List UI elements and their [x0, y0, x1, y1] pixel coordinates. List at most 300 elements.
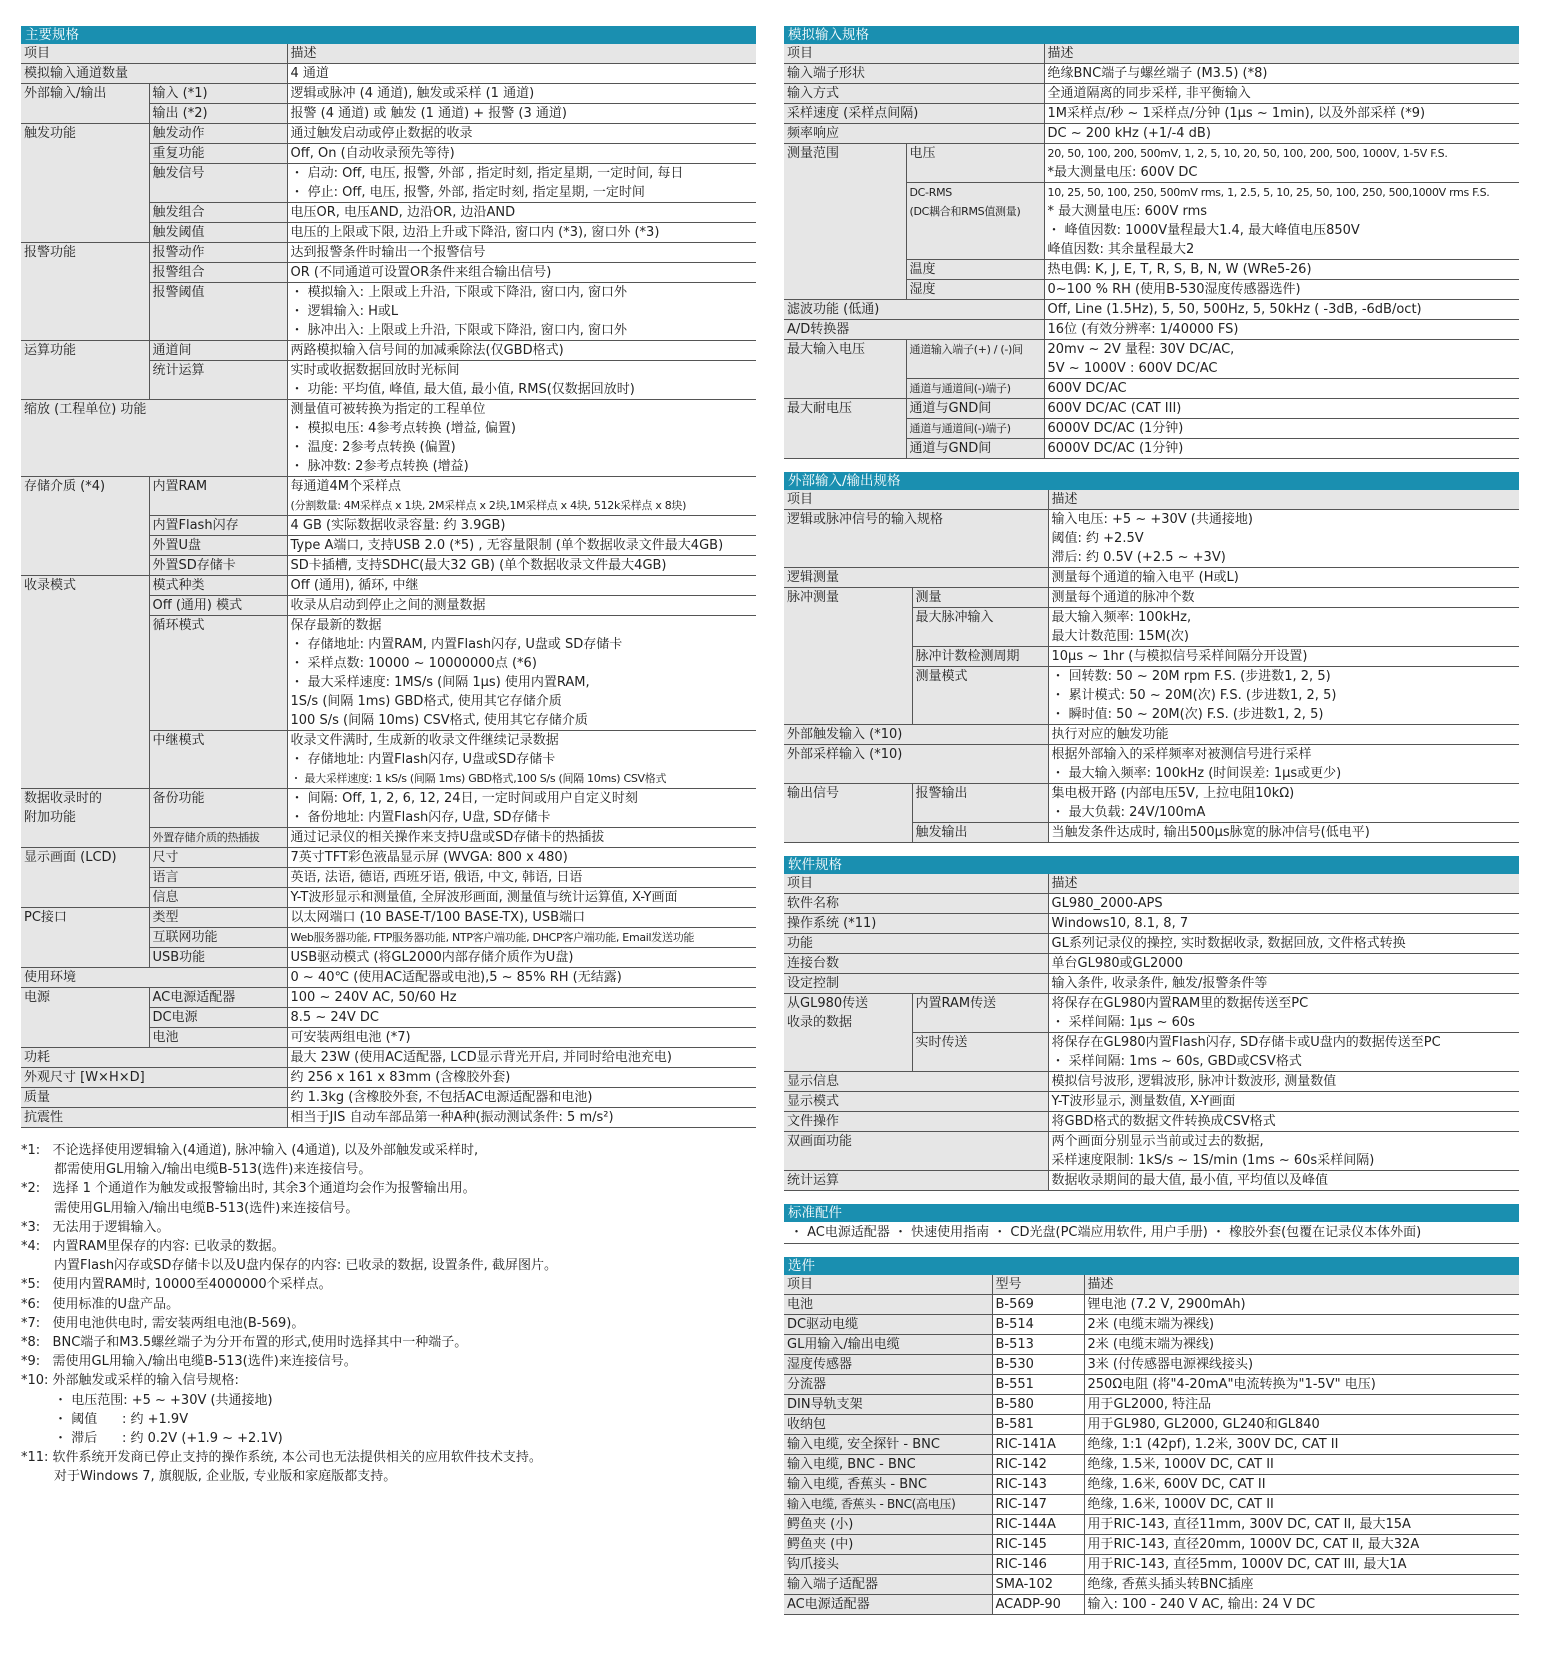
subitem-cell — [149, 789, 287, 828]
spec-row — [784, 419, 1519, 439]
desc-line: 收录文件满时, 生成新的收录文件继续记录数据 — [290, 733, 559, 748]
spec-row — [784, 379, 1519, 399]
text-line: 外观尺寸 [W×H×D] — [24, 1070, 145, 1085]
item-cell — [21, 516, 149, 536]
text-line: 触发信号 — [152, 166, 205, 181]
item-cell — [784, 1171, 1048, 1191]
option-row — [784, 1415, 1519, 1435]
item-cell — [784, 894, 1048, 914]
desc-cell — [1044, 64, 1519, 84]
spec-row — [21, 164, 756, 203]
text-line: 从GL980传送 — [787, 996, 869, 1011]
spec-row — [784, 934, 1519, 954]
spec-row — [784, 320, 1519, 340]
subitem-cell — [149, 223, 287, 243]
spec-row — [21, 888, 756, 908]
desc-line: 全通道隔离的同步采样, 非平衡输入 — [1047, 86, 1251, 101]
spec-row — [21, 223, 756, 243]
spec-row — [21, 104, 756, 124]
desc-cell — [287, 868, 756, 888]
option-desc: 用于RIC-143, 直径11mm, 300V DC, CAT II, 最大15A — [1084, 1515, 1519, 1535]
desc-line: ・ 采样间隔: 1μs ~ 60s — [1051, 1015, 1195, 1030]
option-name: DIN导轨支架 — [784, 1395, 992, 1415]
text-line: 触发动作 — [152, 126, 205, 141]
item-cell — [784, 934, 1048, 954]
item-cell — [21, 400, 287, 477]
option-row — [784, 1355, 1519, 1375]
subitem-cell — [912, 994, 1048, 1033]
option-row — [784, 1395, 1519, 1415]
option-name: 钩爪接头 — [784, 1555, 992, 1575]
desc-line: ・ 最大输入频率: 100kHz (时间误差: 1μs或更少) — [1051, 766, 1342, 781]
section-title: 外部输入/输出规格 — [784, 472, 1519, 490]
spec-row — [21, 263, 756, 283]
subitem-cell — [149, 1008, 287, 1028]
subitem-cell — [149, 576, 287, 596]
option-name: 湿度传感器 — [784, 1355, 992, 1375]
desc-line: (分割数量: 4M采样点 x 1块, 2M采样点 x 2块,1M采样点 x 4块, 512k采样点 x 8块) — [290, 499, 687, 512]
desc-line: 0~100 % RH (使用B-530湿度传感器选件) — [1047, 282, 1301, 297]
text-line: 电源 — [24, 990, 51, 1005]
desc-line: OR (不同通道可设置OR条件来组合输出信号) — [290, 265, 552, 280]
subitem-cell — [906, 144, 1044, 183]
header-cell: 描述 — [1084, 1275, 1519, 1295]
subitem-cell — [149, 1028, 287, 1048]
option-desc: 用于GL980, GL2000, GL240和GL840 — [1084, 1415, 1519, 1435]
text-line: 外置U盘 — [152, 538, 202, 553]
spec-row — [21, 477, 756, 516]
option-row — [784, 1315, 1519, 1335]
text-line: 最大耐电压 — [787, 401, 853, 416]
spec-row — [784, 1132, 1519, 1171]
desc-cell — [287, 283, 756, 341]
item-cell — [21, 596, 149, 616]
desc-cell — [1048, 974, 1519, 994]
text-line: 信息 — [152, 890, 179, 905]
desc-line: 以太网端口 (10 BASE-T/100 BASE-TX), USB端口 — [290, 910, 586, 925]
desc-cell — [1048, 1092, 1519, 1112]
option-model: B-580 — [992, 1395, 1084, 1415]
spec-row — [784, 399, 1519, 419]
desc-line: 6000V DC/AC (1分钟) — [1047, 421, 1184, 436]
spec-row — [21, 908, 756, 928]
desc-cell — [1048, 608, 1519, 647]
header-desc: 描述 — [1048, 490, 1519, 510]
spec-row — [21, 596, 756, 616]
spec-row — [784, 954, 1519, 974]
desc-line: 4 GB (实际数据收录容量: 约 3.9GB) — [290, 518, 506, 533]
item-cell — [21, 988, 149, 1008]
desc-line: Web服务器功能, FTP服务器功能, NTP客户端功能, DHCP客户端功能, Email发送功能 — [290, 931, 695, 944]
desc-line: 测量每个通道的脉冲个数 — [1051, 590, 1195, 605]
spec-row — [21, 124, 756, 144]
text-line: 触发输出 — [915, 825, 968, 840]
text-line: 通道与通道间(-)端子) — [909, 422, 1011, 435]
desc-line: 滞后: 约 0.5V (+2.5 ~ +3V) — [1051, 550, 1226, 565]
desc-cell — [1044, 124, 1519, 144]
item-cell — [784, 588, 912, 608]
main-spec-table — [21, 44, 756, 1128]
item-cell — [21, 477, 149, 516]
spec-row — [784, 280, 1519, 300]
desc-cell — [287, 828, 756, 848]
desc-line: 输入条件, 收录条件, 触发/报警条件等 — [1051, 976, 1268, 991]
text-line: 重复功能 — [152, 146, 205, 161]
desc-cell — [287, 144, 756, 164]
option-model: RIC-141A — [992, 1435, 1084, 1455]
item-cell — [21, 616, 149, 731]
desc-line: ・ 模拟电压: 4参考点转换 (增益, 偏置) — [290, 421, 516, 436]
text-line: 最大脉冲输入 — [915, 610, 994, 625]
item-cell — [784, 510, 1048, 568]
spec-row — [784, 974, 1519, 994]
text-line: 中继模式 — [152, 733, 205, 748]
text-line: 收录的数据 — [787, 1015, 853, 1030]
desc-line: ・ 停止: Off, 电压, 报警, 外部, 指定时刻, 指定星期, 一定时间 — [290, 185, 645, 200]
option-name: 鳄鱼夹 (中) — [784, 1535, 992, 1555]
header-row — [784, 1275, 1519, 1295]
item-cell — [21, 928, 149, 948]
item-cell — [21, 64, 287, 84]
subitem-cell — [906, 439, 1044, 459]
desc-cell — [287, 124, 756, 144]
text-line: 外置存储介质的热插拔 — [152, 831, 260, 844]
text-line: 输出 (*2) — [152, 106, 208, 121]
desc-cell — [287, 616, 756, 731]
text-line: 附加功能 — [24, 810, 77, 825]
text-line: Off (通用) 模式 — [152, 598, 243, 613]
text-line: PC接口 — [24, 910, 67, 925]
text-line: 内置Flash闪存 — [152, 518, 239, 533]
option-model: RIC-144A — [992, 1515, 1084, 1535]
item-cell — [784, 667, 912, 725]
desc-cell — [287, 361, 756, 400]
desc-line: 16位 (有效分辨率: 1/40000 FS) — [1047, 322, 1239, 337]
subitem-cell — [906, 379, 1044, 399]
desc-line: ・ 存储地址: 内置Flash闪存, U盘或SD存储卡 — [290, 752, 556, 767]
desc-cell — [1044, 300, 1519, 320]
text-line: 类型 — [152, 910, 179, 925]
subitem-cell — [912, 823, 1048, 843]
item-cell — [21, 828, 149, 848]
text-line: 双画面功能 — [787, 1134, 853, 1149]
option-model: RIC-142 — [992, 1455, 1084, 1475]
item-cell — [784, 725, 1048, 745]
subitem-cell — [912, 667, 1048, 725]
text-line: 模式种类 — [152, 578, 205, 593]
desc-cell — [1044, 144, 1519, 183]
text-line: 报警输出 — [915, 786, 968, 801]
option-model: SMA-102 — [992, 1575, 1084, 1595]
spec-row — [21, 556, 756, 576]
desc-line: ・ 回转数: 50 ~ 20M rpm F.S. (步进数1, 2, 5) — [1051, 669, 1331, 684]
text-line: 实时传送 — [915, 1035, 968, 1050]
text-line: 模拟输入通道数量 — [24, 66, 129, 81]
spec-row — [21, 848, 756, 868]
text-line: 通道间 — [152, 343, 192, 358]
option-desc: 绝缘, 1.5米, 1000V DC, CAT II — [1084, 1455, 1519, 1475]
item-cell — [21, 968, 287, 988]
desc-line: USB驱动模式 (将GL2000内部存储介质作为U盘) — [290, 950, 574, 965]
option-name: 输入电缆, 香蕉头 - BNC(高电压) — [784, 1495, 992, 1515]
text-line: 报警动作 — [152, 245, 205, 260]
desc-cell — [1044, 399, 1519, 419]
footnote-line: ・ 滞后 : 约 0.2V (+1.9 ~ +2.1V) — [21, 1431, 283, 1447]
text-line: 操作系统 (*11) — [787, 916, 877, 931]
desc-cell — [1048, 647, 1519, 667]
desc-line: 测量值可被转换为指定的工程单位 — [290, 402, 486, 417]
desc-cell — [287, 888, 756, 908]
footnotes — [21, 1141, 756, 1487]
text-line: 使用环境 — [24, 970, 77, 985]
desc-line: Windows10, 8.1, 8, 7 — [1051, 916, 1189, 931]
subitem-cell — [149, 948, 287, 968]
footnote-line: 内置Flash闪存或SD存储卡以及U盘内保存的内容: 已收录的数据, 设置条件, 截屏图片。 — [21, 1258, 557, 1274]
option-name: 分流器 — [784, 1375, 992, 1395]
subitem-cell — [906, 260, 1044, 280]
item-cell — [21, 789, 149, 828]
option-model: B-551 — [992, 1375, 1084, 1395]
text-line: 抗震性 — [24, 1110, 64, 1125]
option-name: 收纳包 — [784, 1415, 992, 1435]
item-cell — [784, 914, 1048, 934]
text-line: DC电源 — [152, 1010, 198, 1025]
option-model: B-513 — [992, 1335, 1084, 1355]
item-cell — [21, 243, 149, 263]
desc-line: *最大测量电压: 600V DC — [1047, 165, 1198, 180]
desc-line: 通过记录仪的相关操作来支持U盘或SD存储卡的热插拔 — [290, 830, 605, 845]
desc-line: ・ 最大采样速度: 1 kS/s (间隔 1ms) GBD格式,100 S/s (间隔 10ms) CSV格式 — [290, 772, 667, 785]
text-line: 触发阈值 — [152, 225, 205, 240]
text-line: 触发组合 — [152, 205, 205, 220]
desc-cell — [287, 1068, 756, 1088]
desc-line: 电压的上限或下限, 边沿上升或下降沿, 窗口内 (*3), 窗口外 (*3) — [290, 225, 660, 240]
desc-cell — [1048, 1171, 1519, 1191]
desc-line: 执行对应的触发功能 — [1051, 727, 1169, 742]
footnote-line: *7: 使用电池供电时, 需安装两组电池(B-569)。 — [21, 1315, 305, 1331]
desc-cell — [1044, 439, 1519, 459]
item-cell — [21, 948, 149, 968]
spec-row — [784, 588, 1519, 608]
desc-cell — [287, 64, 756, 84]
section-title: 软件规格 — [784, 856, 1519, 874]
item-cell — [784, 144, 906, 183]
option-model: B-581 — [992, 1415, 1084, 1435]
option-model: RIC-147 — [992, 1495, 1084, 1515]
desc-cell — [287, 1088, 756, 1108]
item-cell — [21, 888, 149, 908]
desc-line: 绝缘BNC端子与螺丝端子 (M3.5) (*8) — [1047, 66, 1268, 81]
desc-line: ・ 模拟输入: 上限或上升沿, 下限或下降沿, 窗口内, 窗口外 — [290, 285, 627, 300]
desc-cell — [287, 1048, 756, 1068]
text-line: 脉冲计数检测周期 — [915, 649, 1020, 664]
spec-row — [784, 124, 1519, 144]
desc-line: 将GBD格式的数据文件转换成CSV格式 — [1051, 1114, 1276, 1129]
footnote-line: ・ 阈值 : 约 +1.9V — [21, 1411, 189, 1427]
desc-line: ・ 瞬时值: 50 ~ 20M(次) F.S. (步进数1, 2, 5) — [1051, 707, 1324, 722]
item-cell — [21, 283, 149, 341]
desc-line: 当触发条件达成时, 输出500μs脉宽的脉冲信号(低电平) — [1051, 825, 1370, 840]
text-line: 输入方式 — [787, 86, 840, 101]
text-line: 通道输入端子(+) / (-)间 — [909, 343, 1023, 356]
desc-line: Y-T波形显示和测量值, 全屏波形画面, 测量值与统计运算值, X-Y画面 — [290, 890, 678, 905]
spec-row — [21, 144, 756, 164]
spec-row — [21, 789, 756, 828]
desc-cell — [287, 731, 756, 789]
subitem-cell — [912, 588, 1048, 608]
text-line: 备份功能 — [152, 791, 205, 806]
subitem-cell — [149, 263, 287, 283]
desc-cell — [287, 948, 756, 968]
desc-cell — [287, 988, 756, 1008]
desc-cell — [287, 243, 756, 263]
desc-cell — [287, 596, 756, 616]
desc-line: 600V DC/AC (CAT III) — [1047, 401, 1182, 416]
option-desc: 绝缘, 1.6米, 1000V DC, CAT II — [1084, 1495, 1519, 1515]
item-cell — [21, 223, 149, 243]
desc-cell — [1044, 419, 1519, 439]
subitem-cell — [149, 124, 287, 144]
option-model: B-569 — [992, 1295, 1084, 1315]
spec-row — [21, 616, 756, 731]
option-name: 输入电缆, BNC - BNC — [784, 1455, 992, 1475]
desc-line: 英语, 法语, 德语, 西班牙语, 俄语, 中文, 韩语, 日语 — [290, 870, 583, 885]
text-line: 功耗 — [24, 1050, 51, 1065]
footnote-line: *4: 内置RAM里保存的内容: 已收录的数据。 — [21, 1239, 285, 1255]
spec-row — [21, 243, 756, 263]
header-cell: 型号 — [992, 1275, 1084, 1295]
header-item: 项目 — [784, 490, 1048, 510]
desc-line: ・ 采样点数: 10000 ~ 10000000点 (*6) — [290, 656, 537, 671]
option-desc: 绝缘, 1:1 (42pf), 1.2米, 300V DC, CAT II — [1084, 1435, 1519, 1455]
text-line: 显示画面 (LCD) — [24, 850, 117, 865]
desc-line: SD卡插槽, 支持SDHC(最大32 GB) (单个数据收录文件最大4GB) — [290, 558, 667, 573]
desc-line: 约 1.3kg (含橡胶外套, 不包括AC电源适配器和电池) — [290, 1090, 593, 1105]
desc-line: 模拟信号波形, 逻辑波形, 脉冲计数波形, 测量数值 — [1051, 1074, 1337, 1089]
desc-cell — [287, 263, 756, 283]
subitem-cell — [906, 399, 1044, 419]
desc-line: Off, Line (1.5Hz), 5, 50, 500Hz, 5, 50kHz ( -3dB, -6dB/oct) — [1047, 302, 1422, 317]
spec-row — [784, 1072, 1519, 1092]
text-line: 通道与GND间 — [909, 401, 992, 416]
options-section — [784, 1257, 1519, 1615]
desc-line: ・ 累计模式: 50 ~ 20M(次) F.S. (步进数1, 2, 5) — [1051, 688, 1337, 703]
desc-line: ・ 间隔: Off, 1, 2, 6, 12, 24日, 一定时间或用户自定义时刻 — [290, 791, 638, 806]
item-cell — [784, 280, 906, 300]
extio-spec-table — [784, 490, 1519, 843]
item-cell — [21, 263, 149, 283]
item-cell — [21, 1068, 287, 1088]
desc-cell — [287, 1108, 756, 1128]
option-row — [784, 1335, 1519, 1355]
option-row — [784, 1575, 1519, 1595]
text-line: 外部输入/输出 — [24, 86, 107, 101]
desc-line: 集电极开路 (内部电压5V, 上拉电阻10kΩ) — [1051, 786, 1295, 801]
desc-cell — [287, 203, 756, 223]
desc-cell — [287, 223, 756, 243]
spec-row — [21, 1088, 756, 1108]
desc-line: ・ 脉冲数: 2参考点转换 (增益) — [290, 459, 469, 474]
text-line: AC电源适配器 — [152, 990, 236, 1005]
item-cell — [21, 1088, 287, 1108]
option-desc: 2米 (电缆末端为裸线) — [1084, 1315, 1519, 1335]
option-row — [784, 1435, 1519, 1455]
item-cell — [784, 300, 1044, 320]
desc-line: 输入电压: +5 ~ +30V (共通接地) — [1051, 512, 1253, 527]
option-row — [784, 1495, 1519, 1515]
desc-line: 两个画面分别显示当前或过去的数据, — [1051, 1134, 1264, 1149]
desc-cell — [1048, 568, 1519, 588]
subitem-cell — [906, 419, 1044, 439]
spec-row — [21, 868, 756, 888]
spec-row — [784, 745, 1519, 784]
desc-line: 相当于JIS 自动车部品第一种A种(振动测试条件: 5 m/s²) — [290, 1110, 614, 1125]
left-column — [21, 26, 756, 1487]
text-line: 连接台数 — [787, 956, 840, 971]
desc-line: 根据外部输入的采样频率对被测信号进行采样 — [1051, 747, 1312, 762]
item-cell — [21, 556, 149, 576]
footnote-line: 对于Windows 7, 旗舰版, 企业版, 专业版和家庭版都支持。 — [21, 1469, 397, 1485]
text-line: 数据收录时的 — [24, 791, 103, 806]
desc-line: 8.5 ~ 24V DC — [290, 1010, 380, 1025]
header-row — [21, 44, 756, 64]
item-cell — [784, 745, 1048, 784]
desc-line: ・ 温度: 2参考点转换 (偏置) — [290, 440, 456, 455]
spec-row — [784, 439, 1519, 459]
desc-line: 10, 25, 50, 100, 250, 500mV rms, 1, 2.5, 5, 10, 25, 50, 100, 250, 500,1000V rms F.S. — [1047, 186, 1490, 199]
desc-cell — [1048, 823, 1519, 843]
footnote-line: 需使用GL用输入/输出电缆B-513(选件)来连接信号。 — [21, 1200, 359, 1216]
subitem-cell — [149, 988, 287, 1008]
subitem-cell — [149, 731, 287, 789]
text-line: 收录模式 — [24, 578, 77, 593]
subitem-cell — [149, 477, 287, 516]
header-row — [784, 874, 1519, 894]
section-title: 选件 — [784, 1257, 1519, 1275]
desc-line: 100 S/s (间隔 10ms) CSV格式, 使用其它存储介质 — [290, 713, 588, 728]
desc-cell — [1048, 784, 1519, 823]
desc-cell — [287, 968, 756, 988]
desc-line: 电压OR, 电压AND, 边沿OR, 边沿AND — [290, 205, 516, 220]
item-cell — [21, 203, 149, 223]
software-spec-table — [784, 874, 1519, 1191]
item-cell — [21, 341, 149, 361]
section-title: 主要规格 — [21, 26, 756, 44]
item-cell — [21, 1048, 287, 1068]
item-cell — [21, 536, 149, 556]
text-line: 湿度 — [909, 282, 936, 297]
desc-cell — [287, 1028, 756, 1048]
desc-line: 收录从启动到停止之间的测量数据 — [290, 598, 486, 613]
header-cell: 项目 — [784, 1275, 992, 1295]
spec-row — [784, 183, 1519, 260]
spec-row — [21, 203, 756, 223]
desc-line: 两路模拟输入信号间的加减乘除法(仅GBD格式) — [290, 343, 564, 358]
text-line: 温度 — [909, 262, 936, 277]
footnote-line: *10: 外部触发或采样的输入信号规格: — [21, 1373, 239, 1389]
item-cell — [784, 974, 1048, 994]
header-item: 项目 — [784, 44, 1044, 64]
desc-cell — [287, 848, 756, 868]
subitem-cell — [906, 183, 1044, 260]
desc-line: ・ 备份地址: 内置Flash闪存, U盘, SD存储卡 — [290, 810, 551, 825]
option-row — [784, 1535, 1519, 1555]
text-line: (DC耦合和RMS值测量) — [909, 205, 1021, 218]
text-line: 质量 — [24, 1090, 51, 1105]
desc-cell — [1048, 894, 1519, 914]
desc-line: 达到报警条件时输出一个报警信号 — [290, 245, 486, 260]
text-line: 内置RAM — [152, 479, 208, 494]
